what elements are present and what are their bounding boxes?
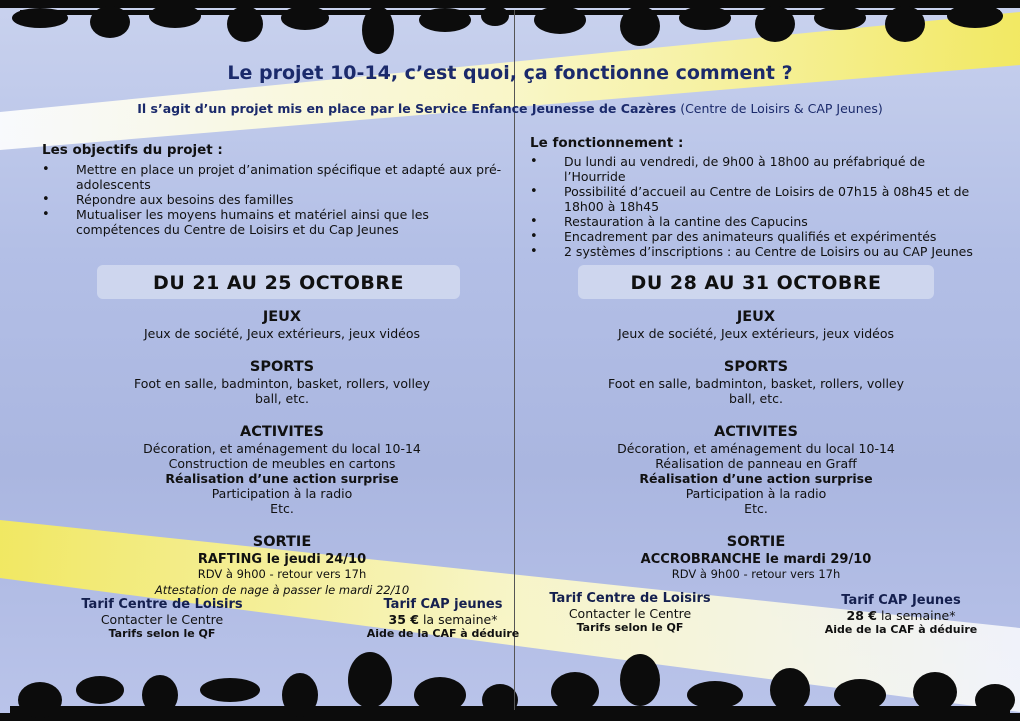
- week1-sports-title: SPORTS: [249, 359, 315, 375]
- week2-activity: Réalisation de panneau en Graff: [655, 456, 857, 471]
- week2-activites-title: ACTIVITES: [713, 424, 798, 440]
- week2-tarif-cl-line: Contacter le Centre: [568, 605, 692, 621]
- week2-activity: Etc.: [744, 501, 768, 516]
- intro-bold: Il s’agit d’un projet mis en place par le Service Enfance Jeunesse de Cazères: [137, 101, 677, 116]
- week1-tarif-centre: [72, 598, 252, 642]
- week2-sortie-name: ACCROBRANCHE le mardi 29/10: [640, 552, 872, 567]
- fonctionnement-list: [530, 154, 990, 259]
- week1-sortie-note: Attestation de nage à passer le mardi 22/10: [154, 583, 410, 597]
- week2-tarif-cap-title: Tarif CAP Jeunes: [841, 593, 961, 608]
- page-title: Le projet 10-14, c’est quoi, ça fonctionne comment ?: [227, 62, 793, 84]
- week2-jeux-title: JEUX: [736, 309, 776, 325]
- week1-date-banner: DU 21 AU 25 OCTOBRE: [97, 265, 460, 299]
- week2-tarif-cl-title: Tarif Centre de Loisirs: [549, 591, 711, 606]
- week2-program: [536, 309, 976, 582]
- week1-sortie-rdv: RDV à 9h00 - retour vers 17h: [197, 567, 367, 581]
- intro-rest: (Centre de Loisirs & CAP Jeunes): [676, 101, 883, 116]
- fonctionnement-title: Le fonctionnement :: [530, 135, 684, 151]
- list-item: • 2 systèmes d’inscriptions : au Centre de Loisirs ou au CAP Jeunes: [530, 244, 990, 259]
- week1-tarif-cl-note: Tarifs selon le QF: [108, 627, 216, 640]
- list-item: • Du lundi au vendredi, de 9h00 à 18h00 au préfabriqué de l’Hourride: [530, 154, 990, 184]
- week2-sortie-title: SORTIE: [726, 534, 786, 550]
- list-item: • Possibilité d’accueil au Centre de Loisirs de 07h15 à 08h45 et de 18h00 à 18h45: [530, 184, 990, 214]
- week1-activity: Etc.: [270, 501, 294, 516]
- week1-tarif-cap-price-line: 35 € la semaine*: [388, 611, 498, 627]
- week2-date-banner: DU 28 AU 31 OCTOBRE: [578, 265, 934, 299]
- objectifs-title: Les objectifs du projet :: [42, 142, 223, 158]
- objectifs-section: [42, 142, 502, 237]
- week1-sortie-title: SORTIE: [252, 534, 312, 550]
- list-item: • Répondre aux besoins des familles: [42, 192, 502, 207]
- week1-activity: Participation à la radio: [211, 486, 353, 501]
- week1-tarif-cl-line: Contacter le Centre: [100, 611, 224, 627]
- week2-tarif-centre: [540, 592, 720, 636]
- week2-tarif-cap-note: Aide de la CAF à déduire: [824, 623, 978, 636]
- list-item: • Encadrement par des animateurs qualifiés et expérimentés: [530, 229, 990, 244]
- week1-program: [62, 309, 502, 598]
- week1-sortie-name: RAFTING le jeudi 24/10: [197, 552, 367, 567]
- week2-jeux-text: Jeux de société, Jeux extérieurs, jeux vidéos: [617, 326, 895, 341]
- week1-sports-line2: ball, etc.: [255, 391, 309, 406]
- week2-sports-title: SPORTS: [723, 359, 789, 375]
- list-item: • Mutualiser les moyens humains et matériel ainsi que les compétences du Centre de Loisirs et du Cap Jeunes: [42, 207, 502, 237]
- week1-tarif-cl-title: Tarif Centre de Loisirs: [81, 597, 243, 612]
- week1-tarif-cap-title: Tarif CAP jeunes: [383, 597, 503, 612]
- week2-activity: Participation à la radio: [685, 486, 827, 501]
- fonctionnement-section: [530, 135, 990, 259]
- week1-tarif-cap: [348, 598, 538, 642]
- intro-line: [0, 101, 1020, 116]
- week2-tarif-cap-price-line: 28 € la semaine*: [846, 607, 956, 623]
- week2-sports-line1: Foot en salle, badminton, basket, rollers, volley: [607, 376, 905, 391]
- week1-jeux-text: Jeux de société, Jeux extérieurs, jeux vidéos: [143, 326, 421, 341]
- week2-tarif-cap: [808, 594, 994, 638]
- week1-activites-title: ACTIVITES: [239, 424, 324, 440]
- week1-activity: Décoration, et aménagement du local 10-14: [143, 441, 421, 456]
- week2-activity: Réalisation d’une action surprise: [639, 471, 873, 486]
- week1-sports-line1: Foot en salle, badminton, basket, rollers, volley: [133, 376, 431, 391]
- week2-sortie-rdv: RDV à 9h00 - retour vers 17h: [671, 567, 841, 581]
- objectifs-list: [42, 162, 502, 237]
- week2-activity: Décoration, et aménagement du local 10-14: [617, 441, 895, 456]
- week2-tarif-cl-note: Tarifs selon le QF: [576, 621, 684, 634]
- week1-activity: Construction de meubles en cartons: [168, 456, 396, 471]
- list-item: • Restauration à la cantine des Capucins: [530, 214, 990, 229]
- week1-activity: Réalisation d’une action surprise: [165, 471, 399, 486]
- list-item: • Mettre en place un projet d’animation spécifique et adapté aux pré-adolescents: [42, 162, 502, 192]
- week1-jeux-title: JEUX: [262, 309, 302, 325]
- week2-sports-line2: ball, etc.: [729, 391, 783, 406]
- week1-tarif-cap-note: Aide de la CAF à déduire: [366, 627, 520, 640]
